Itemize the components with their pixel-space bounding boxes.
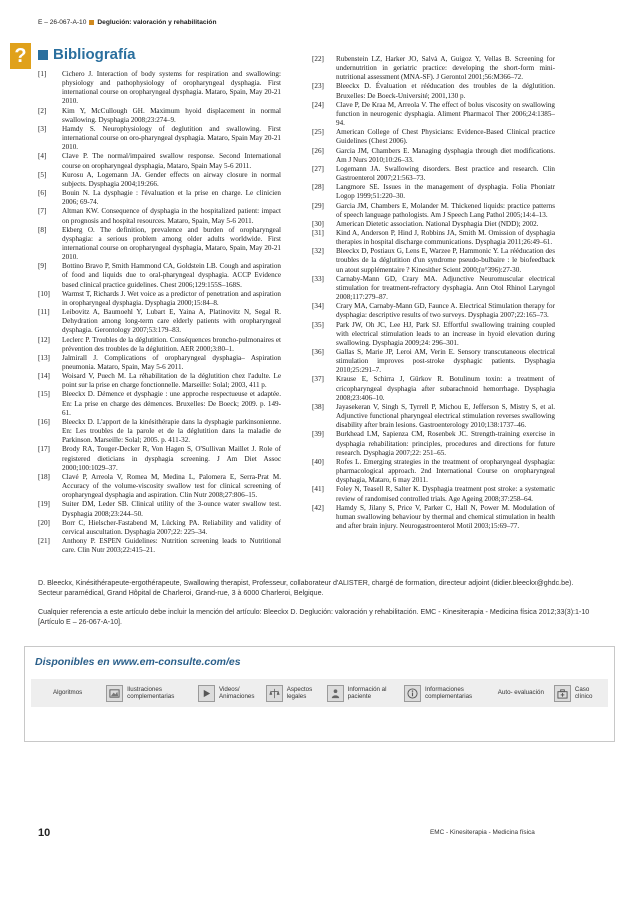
reference-text: Logemann JA. Swallowing disorders. Best practice and research. Clin Gastroenterol 2007;21:563–73. — [336, 164, 555, 183]
reference-item — [38, 390, 281, 417]
journal-name: EMC - Kinesiterapia - Medicina física — [430, 829, 535, 836]
reference-item — [312, 165, 555, 183]
reference-text: Rubenstein LZ, Harker JO, Salvà A, Guigoz Y, Vellas B. Screening for undernutrition in geriatric practice: developing the short-form mini-nutritional assessment (MNA-SF). J Gerontol 2001;56:M366–72. — [336, 55, 555, 82]
reference-text: Kim Y, McCullough GH. Maximum hyoid displacement in normal swallowing. Dysphagia 2008;23:274–9. — [62, 106, 281, 124]
running-header — [38, 19, 608, 26]
reference-item — [312, 247, 555, 274]
reference-number: [14] — [38, 372, 50, 381]
reference-number: [34] — [312, 302, 324, 311]
reference-number: [20] — [38, 518, 50, 527]
citation-note: Cualquier referencia a este artículo debe incluir la mención del artículo: Bleeckx D. Deglución: valoración y rehabilitación. EMC - Kinesiterapia - Medicina física 2012;33(3):1-10 [Artículo E – 26-067-A-10]. — [38, 607, 590, 626]
patient-info-icon — [327, 685, 344, 702]
reference-text: Jalmirall J. Complications of oropharyngeal dysphagia– Aspiration pneumonia. Mataro, Spain, May 5-6 2011. — [62, 353, 281, 371]
reference-item — [38, 70, 281, 107]
resource-illustrations[interactable] — [106, 679, 198, 707]
reference-number: [3] — [38, 124, 47, 133]
reference-text: Jayasekeran V, Singh S, Tyrrell P, Michou E, Jefferson S, Mistry S, et al. Adjunctive functional pharyngeal electrical stimulation reverses swallowing disability after brain lesions. Gastroenterology 2010;138:1737–46. — [336, 402, 555, 430]
reference-text: American College of Chest Physicians: Evidence-Based Clinical practice Guidelines (Chest 2006). — [336, 128, 555, 146]
reference-item — [38, 107, 281, 125]
reference-item — [38, 519, 281, 537]
reference-item — [38, 336, 281, 354]
reference-number: [38] — [312, 402, 324, 411]
reference-item — [312, 55, 555, 82]
resource-clinical-case[interactable] — [554, 679, 608, 707]
reference-number: [19] — [38, 500, 50, 509]
reference-text: Bouin N. La dysphagie : l'évaluation et la prise en charge. Le clinicien 2006; 69-74. — [62, 189, 281, 207]
resource-label: Auto- evaluación — [497, 689, 544, 697]
reference-number: [37] — [312, 375, 324, 384]
reference-text: Kurosu A, Logemann JA. Gender effects on airway closure in normal subjects. Dysphagia 2004;19:266. — [62, 170, 281, 188]
reference-number: [41] — [312, 485, 324, 494]
reference-item — [38, 207, 281, 225]
resource-algorithms[interactable] — [53, 679, 106, 707]
reference-text: Foley N, Teasell R, Salter K. Dysphagia treatment post stroke: a systematic review of randomised controlled trials. Age Ageing 2008;37:258–64. — [336, 485, 555, 503]
reference-number: [5] — [38, 170, 47, 179]
reference-item — [38, 473, 281, 500]
reference-item — [312, 220, 555, 229]
reference-number: [10] — [38, 289, 50, 298]
resource-label: Información al paciente — [347, 685, 387, 700]
reference-text: Clavé P, Arreola V, Romea M, Medina L, Palomera E, Serra-Prat M. Accuracy of the volume-viscosity swallow test for clinical screening of oropharyngeal dysphagia and aspiration. Clin Nutr 2008;27:806–15. — [62, 472, 281, 500]
reference-item — [38, 290, 281, 308]
reference-number: [26] — [312, 146, 324, 155]
reference-text: Suiter DM, Leder SB. Clinical utility of the 3-ounce water swallow test. Dysphagia 2008;23:244–50. — [62, 500, 281, 518]
reference-number: [32] — [312, 247, 324, 256]
resource-complementary-info[interactable] — [404, 679, 498, 707]
reference-item — [38, 445, 281, 472]
illustrations-icon — [106, 685, 123, 702]
reference-number: [11] — [38, 308, 50, 317]
legal-icon — [266, 685, 283, 702]
reference-text: Clave P, De Kraa M, Arreola V. The effect of bolus viscosity on swallowing function in neurogenic dysphagia. Aliment Pharmacol Ther 2006;24:1385–94. — [336, 100, 555, 128]
reference-number: [22] — [312, 55, 324, 63]
reference-item — [38, 152, 281, 170]
reference-number: [40] — [312, 457, 324, 466]
reference-item — [312, 403, 555, 430]
resource-video[interactable] — [198, 679, 266, 707]
resource-label: Ilustraciones complementarias — [127, 685, 175, 700]
reference-text: Hamdy S. Neurophysiology of deglutition and swallowing. First international course on oro-pharyngeal dysphagia. Mataro, Spain May 20-21 2010. — [62, 124, 281, 152]
reference-item — [312, 430, 555, 457]
reference-item — [38, 372, 281, 390]
reference-number: [9] — [38, 262, 47, 271]
video-icon — [198, 685, 215, 702]
reference-text: Anthony P. ESPEN Guidelines: Nutrition screening leads to Nutritional care. Clin Nutr 2003;22:415–21. — [62, 536, 281, 555]
reference-number: [23] — [312, 82, 324, 91]
article-code: E – 26-067-A-10 — [38, 19, 87, 26]
available-online-title: Disponibles en www.em-consulte.com/es — [35, 656, 241, 668]
reference-item — [312, 183, 555, 201]
reference-number: [35] — [312, 320, 324, 329]
reference-item — [312, 348, 555, 375]
reference-item — [312, 321, 555, 348]
reference-item — [312, 202, 555, 220]
reference-text: Garcia JM, Chambers E, Molander M. Thickened liquids: practice patterns of speech language pathologists. Am J Speech Lang Pathol 2005;14:4–13. — [336, 201, 555, 219]
reference-item — [38, 226, 281, 263]
reference-number: [21] — [38, 536, 50, 545]
reference-text: Borr C, Hielscher-Fastabend M, Lücking PA. Reliability and validity of cervical auscultation. Dysphagia 2007;22: 225–34. — [62, 518, 281, 536]
reference-item — [312, 302, 555, 320]
reference-text: Garcia JM, Chambers E. Managing dysphagia through diet modifications. Am J Nurs 2010;10:26–33. — [336, 146, 555, 164]
reference-number: [18] — [38, 472, 50, 481]
reference-item — [38, 262, 281, 289]
reference-text: Leibovitz A, Baumoehl Y, Lubart E, Yaina A, Platinovitz N, Segal R. Dehydration among long-term care elderly patients with oropharyngeal dysphagia. Gerontology 2007;53:179–83. — [62, 308, 281, 335]
clinical-case-icon — [554, 685, 571, 702]
reference-text: Bleeckx D. Démence et dysphagie : une approche respectueuse et adaptée. En: La prise en charge des démences. Bruxelles: De Boeck; 2009. p. 149-61. — [62, 390, 281, 417]
reference-number: [25] — [312, 128, 324, 137]
reference-number: [2] — [38, 106, 47, 115]
reference-text: Bleeckx D. Évaluation et rééducation des troubles de la déglutition. Bruxelles: De Boeck-Université; 2001,130 p. — [336, 82, 555, 100]
reference-text: American Dietetic association. National Dysphagia Diet (NDD); 2002. — [336, 219, 539, 228]
page-number: 10 — [38, 827, 51, 839]
reference-item — [38, 308, 281, 335]
reference-number: [8] — [38, 225, 47, 234]
references-right-column — [312, 55, 555, 531]
reference-number: [39] — [312, 430, 324, 439]
reference-text: Ekberg O. The definition, prevalence and burden of oropharyngeal dysphagia: a serious problem among older adults worldwide. First international course on oropharyngeal dysphagia, Mataro, Spain, May 20-21 2010. — [62, 225, 281, 262]
reference-text: Hamdy S, Jilany S, Price V, Parker C, Hall N, Power M. Modulation of human swallowing behaviour by thermal and chemical stimulation in health and after brain injury. Neurogastroenterol Motil 2003;15:69–77. — [336, 503, 555, 530]
reference-item — [312, 458, 555, 485]
reference-text: Brody RA, Touger-Decker R, Von Hagen S, O'Sullivan Maillet J. Role of registered dieticians in dysphagia screening. J Am Diet Assoc 2000;100:1029–37. — [62, 445, 281, 472]
reference-text: Leclerc P. Troubles de la déglutition. Conséquences broncho-pulmonaires et prévention des troubles de la déglutition. AER 2000;3:80–1. — [62, 335, 281, 353]
resource-self-evaluation[interactable] — [498, 679, 554, 707]
resource-legal[interactable] — [266, 679, 327, 707]
reference-item — [312, 504, 555, 531]
reference-text: Park JW, Oh JC, Lee HJ, Park SJ. Effortful swallowing training coupled with electrical stimulation leads to an increase in hyoid elevation during swallowing. Dysphagia 2009;24: 296–301. — [336, 320, 555, 347]
reference-text: Langmore SE. Issues in the management of dysphagia. Folia Phoniatr Logop 1999;51:220–30. — [336, 183, 555, 201]
reference-number: [17] — [38, 445, 50, 454]
resource-label: Caso clínico — [574, 685, 593, 700]
reference-text: Rofes L. Emerging strategies in the treatment of oropharyngeal dysphagia: pharmacological approach. 2nd International Course on oropharyngeal dysphagia, Mataro, 6 may 2011. — [336, 457, 555, 485]
header-square-icon — [89, 20, 94, 25]
info-icon — [404, 685, 421, 702]
reference-item — [38, 171, 281, 189]
available-online-box — [24, 646, 615, 742]
reference-item — [38, 354, 281, 372]
resource-label: Videos/ Animaciones — [219, 685, 255, 700]
reference-number: [4] — [38, 152, 47, 161]
author-affiliation: D. Bleeckx, Kinésithérapeute-ergothérapeute, Swallowing therapist, Professeur, collaborateur d'ALISTER, chargé de formation, directeur adjoint (didier.bleeckx@ghdc.be). — [38, 579, 574, 587]
reference-item — [312, 375, 555, 402]
reference-text: Burkhead LM, Sapienza CM, Rosenbek JC. Strength-training exercise in dysphagia rehabilitation: principles, procedures and directions for future research. Dysphagia 2007;22: 251–65. — [336, 430, 555, 457]
reference-text: Clave P. The normal/impaired swallow response. Second International course on oropharyngeal dysphagia, Mataro, Spain May 5-6 2011. — [62, 152, 281, 170]
reference-number: [33] — [312, 274, 324, 283]
reference-number: [7] — [38, 207, 47, 216]
reference-text: Carnaby-Mann GD, Crary MA. Adjunctive Neuromuscular electrical stimulation for treatment-refractory dysphagia. Ann Otol Rhinol Laryngol 2008;117:279–87. — [336, 274, 555, 302]
reference-number: [27] — [312, 164, 324, 173]
reference-item — [312, 229, 555, 247]
reference-text: Kind A, Anderson P, Hind J, Robbins JA, Smith M. Omission of dysphagia therapies in hospital discharge communications. Dysphagia 2011;26:49–61. — [336, 228, 555, 247]
reference-item — [38, 418, 281, 445]
reference-number: [12] — [38, 335, 50, 344]
reference-text: Bleeckx D, Postiaux G, Lens E, Warzee P, Hammonic Y. La rééducation des troubles de la déglutition d'un syndrome pseudo-bulbaire : le biofeedback un atout supplémentaire ? Kinesither Scient 2000;(n°396):27-30. — [336, 247, 555, 274]
reference-text: Crary MA, Carnaby-Mann GD, Faunce A. Electrical Stimulation therapy for dysphagia: descriptive results of two surveys. Dysphagia 2007;22:165–73. — [336, 302, 555, 320]
section-title: Deglución: valoración y rehabilitación — [97, 19, 217, 26]
reference-number: [42] — [312, 503, 324, 512]
reference-text: Cichero J. Interaction of body systems for respiration and swallowing: physiology and pathophysiology of oropharyngeal dysphagia. First international course on oropharyngeal dysphagia. Mataro, Spain, May 20-21 2010. — [62, 70, 281, 106]
reference-number: [24] — [312, 100, 324, 109]
author-info — [38, 578, 598, 627]
bibliography-title: Bibliografía — [53, 46, 136, 63]
resource-icon-strip — [31, 679, 608, 707]
reference-number: [6] — [38, 189, 47, 198]
reference-item — [312, 82, 555, 100]
reference-item — [312, 485, 555, 503]
reference-number: [31] — [312, 228, 324, 237]
reference-text: Gallas S, Marie JP, Leroi AM, Verin E. Sensory transcutaneous electrical stimulation improves post-stroke dysphagic patients. Dysphagia 2010;25:291–7. — [336, 348, 555, 375]
question-mark-icon: ? — [10, 43, 31, 69]
reference-item — [38, 537, 281, 555]
references-left-column — [38, 70, 281, 555]
reference-text: Bleeckx D. L'apport de la kinésithérapie dans la dysphagie parkinsonienne. En: Les troubles de la parole et de la déglutition dans la maladie de Parkinson. Marseille: Solal; 2005. p. 411-32. — [62, 417, 281, 445]
resource-label: Algoritmos — [53, 689, 83, 697]
reference-text: Bottino Bravo P, Smith Hammond CA, Goldstein LB. Cough and aspiration of food and liquids due to oral-pharyngeal dysphagia. ACCP Evidence based clinical practice guidelines. Chest 2006;129:155S–168S. — [62, 262, 281, 289]
bibliography-heading — [38, 46, 136, 63]
reference-item — [38, 125, 281, 152]
reference-item — [312, 275, 555, 302]
reference-number: [28] — [312, 183, 324, 192]
reference-number: [16] — [38, 417, 50, 426]
reference-item — [312, 147, 555, 165]
reference-text: Altman KW. Consequence of dysphagia in the hospitalized patient: impact on prognosis and hospital resources. Mataro, Spain, May 5-6 2011. — [62, 207, 281, 225]
resource-patient-info[interactable] — [327, 679, 404, 707]
reference-number: [15] — [38, 390, 50, 399]
author-address: Secteur paramédical, Grand Hôpital de Charleroi, Grand-rue, 3 à 6000 Charleroi, Belgique. — [38, 589, 324, 598]
reference-item — [38, 500, 281, 518]
reference-item — [38, 189, 281, 207]
reference-number: [36] — [312, 348, 324, 356]
reference-number: [29] — [312, 201, 324, 210]
reference-item — [312, 101, 555, 128]
reference-text: Woisard V, Puech M. La réhabilitation de la déglutition chez l'adulte. Le point sur la prise en charge fonctionnelle. Marseille: Solal; 2003, 411 p. — [62, 372, 281, 390]
reference-number: [1] — [38, 70, 47, 78]
heading-square-icon — [38, 50, 48, 60]
reference-text: Krause E, Schirra J, Gürkov R. Botulinum toxin: a treatment of cricopharyngeal dysphagia after subarachnoid hemorrhage. Dysphagia 2008;23:406–10. — [336, 375, 555, 402]
reference-item — [312, 128, 555, 146]
reference-number: [13] — [38, 353, 50, 362]
reference-number: [30] — [312, 219, 324, 228]
resource-label: Aspectos legales — [286, 685, 313, 700]
resource-label: Informaciones complementarias — [425, 685, 473, 700]
reference-text: Warmst T, Richards J. Wet voice as a predictor of penetration and aspiration in oropharyngeal dysphagia. Dysphagia 2000;15:84–8. — [62, 289, 281, 307]
